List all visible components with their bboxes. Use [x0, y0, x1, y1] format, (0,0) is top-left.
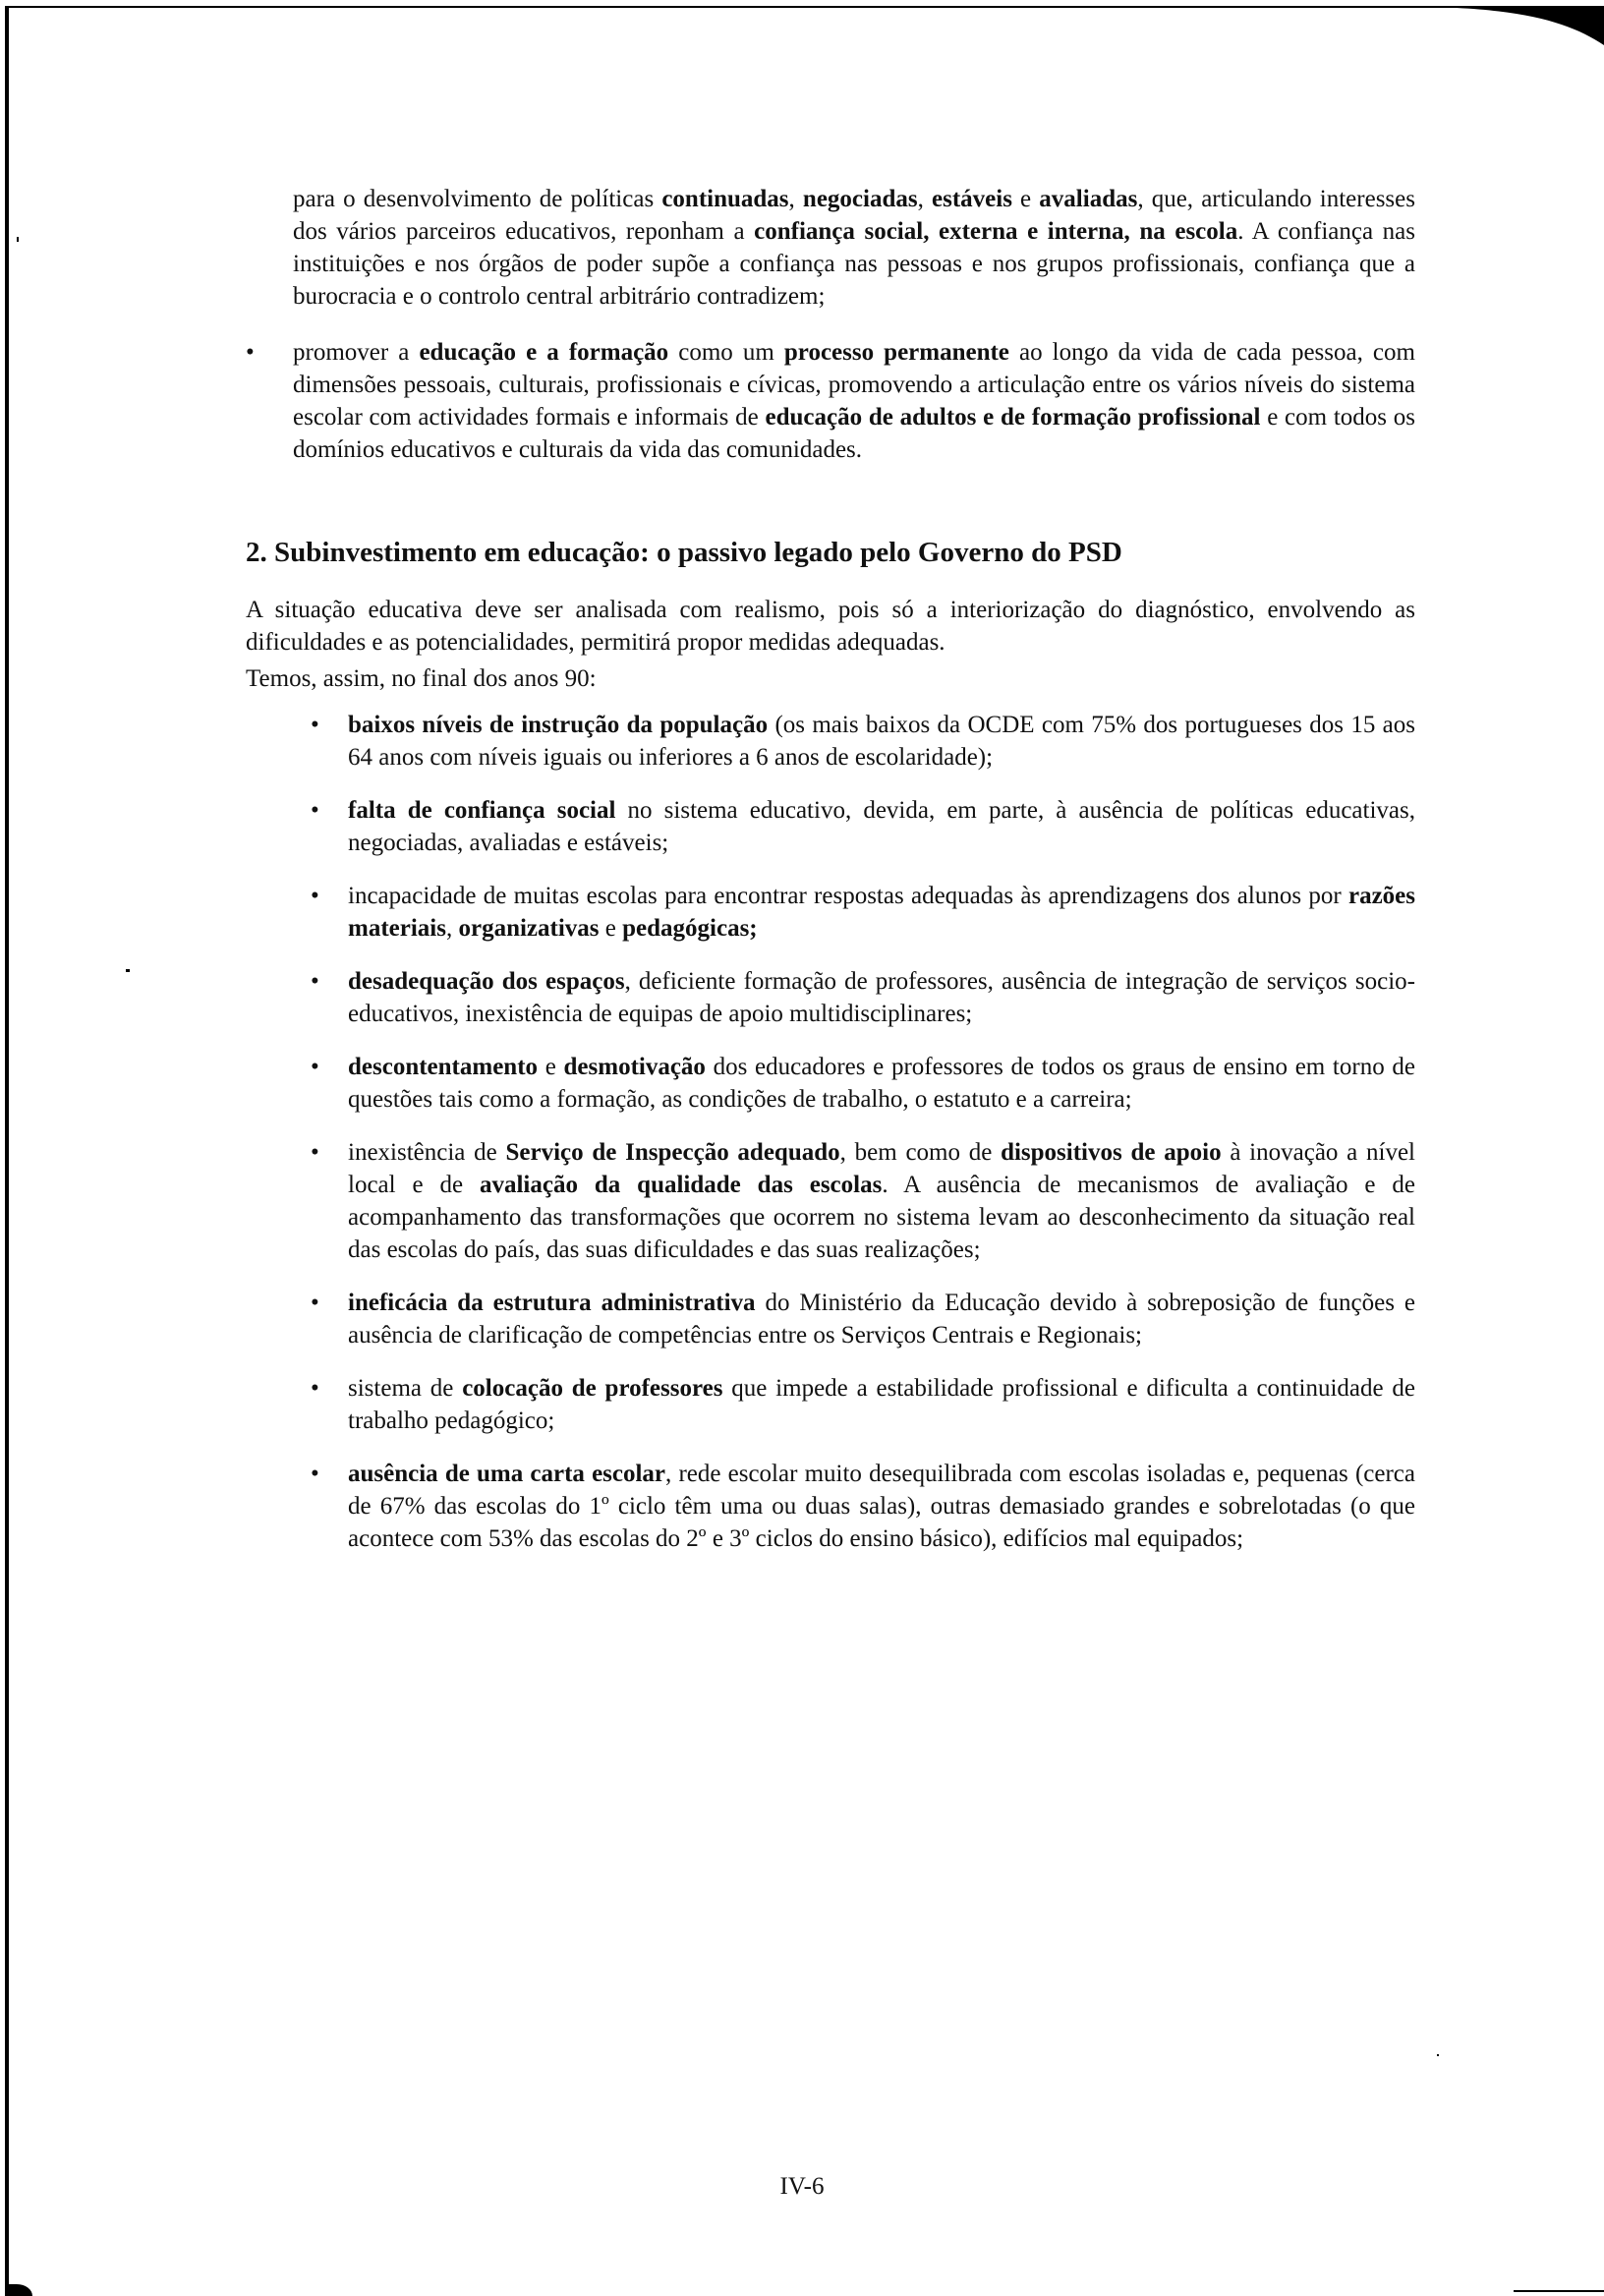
bullet-icon: •	[311, 883, 319, 909]
scan-edge-top	[5, 6, 1597, 8]
scan-speck	[1437, 2054, 1439, 2056]
scan-edge-bottom-right	[1514, 2290, 1604, 2292]
bullet-icon: •	[311, 968, 319, 995]
section-intro-2: Temos, assim, no final dos anos 90:	[246, 665, 597, 692]
list-item-text: baixos níveis de instrução da população (os mais baixos da OCDE com 75% dos portugueses dos 15 aos 64 anos com níveis iguais ou inferiores a 6 anos de escolaridade);	[348, 712, 1416, 771]
list-item-text: ausência de uma carta escolar, rede escolar muito desequilibrada com escolas isoladas e, pequenas (cerca de 67% das escolas do 1º ciclo têm uma ou duas salas), outras demasiado grandes e sobrelotadas (o que acontece com 53% das escolas do 2º e 3º ciclos do ensino básico), edifícios mal equipados;	[348, 1461, 1415, 1552]
scan-corner-top-right	[1457, 6, 1604, 45]
bullet-icon: •	[311, 1375, 319, 1402]
list-item-text: falta de confiança social no sistema educativo, devida, em parte, à ausência de políticas educativas, negociadas, avaliadas e estáveis;	[348, 797, 1415, 856]
list-item	[311, 880, 1415, 945]
list-item	[311, 709, 1416, 774]
list-item	[311, 1458, 1415, 1555]
bullet-icon: •	[311, 1290, 319, 1316]
section-heading: 2. Subinvestimento em educação: o passivo legado pelo Governo do PSD	[246, 537, 1122, 568]
section-intro: A situação educativa deve ser analisada com realismo, pois só a interiorização do diagnóstico, envolvendo as dificuldades e as potencialidades, permitirá propor medidas adequadas.	[246, 597, 1415, 656]
scan-speck	[126, 969, 130, 972]
bullet-icon: •	[311, 797, 319, 824]
list-item	[311, 1136, 1416, 1266]
document-page	[246, 183, 1416, 1576]
page-number: IV-6	[779, 2173, 825, 2200]
list-item-text: sistema de colocação de professores que impede a estabilidade profissional e dificulta a continuidade de trabalho pedagógico;	[348, 1375, 1415, 1434]
bullet-icon: •	[311, 1461, 319, 1487]
bullet-icon: •	[246, 339, 255, 366]
list-item-text: incapacidade de muitas escolas para encontrar respostas adequadas às aprendizagens dos alunos por razões materiais, organizativas e pedagógicas;	[348, 883, 1415, 942]
bullet-item-lifelong-learning	[246, 336, 1416, 466]
bullet-icon: •	[311, 1054, 319, 1080]
scan-edge-left	[5, 8, 9, 2286]
list-item	[311, 965, 1415, 1030]
list-item	[311, 1287, 1415, 1351]
list-item	[311, 1372, 1415, 1437]
list-item	[311, 1051, 1415, 1116]
list-item-text: ineficácia da estrutura administrativa do Ministério da Educação devido à sobreposição de funções e ausência de clarificação de competências entre os Serviços Centrais e Regionais;	[348, 1290, 1415, 1349]
list-item-text: desadequação dos espaços, deficiente formação de professores, ausência de integração de serviços socio-educativos, inexistência de equipas de apoio multidisciplinares;	[348, 968, 1415, 1027]
bullet-text: promover a educação e a formação como um processo permanente ao longo da vida de cada pessoa, com dimensões pessoais, culturais, profissionais e cívicas, promovendo a articulação entre os vários níveis do sistema escolar com actividades formais e informais de educação de adultos e de formação profissional e com todos os domínios educativos e culturais da vida das comunidades.	[293, 339, 1416, 463]
diagnosis-list	[293, 709, 1415, 1555]
scan-speck	[17, 237, 19, 242]
bullet-icon: •	[311, 712, 319, 738]
list-item-text: inexistência de Serviço de Inspecção adequado, bem como de dispositivos de apoio à inovação a nível local e de avaliação da qualidade das escolas. A ausência de mecanismos de avaliação e de acompanhamento das transformações que ocorrem no sistema levam ao desconhecimento da situação real das escolas do país, das suas dificuldades e das suas realizações;	[348, 1139, 1416, 1263]
list-item	[311, 794, 1415, 859]
list-item-text: descontentamento e desmotivação dos educadores e professores de todos os graus de ensino em torno de questões tais como a formação, as condições de trabalho, o estatuto e a carreira;	[348, 1054, 1415, 1113]
intro-paragraph: para o desenvolvimento de políticas continuadas, negociadas, estáveis e avaliadas, que, articulando interesses dos vários parceiros educativos, reponham a confiança social, externa e interna, na escola. A confiança nas instituições e nos órgãos de poder supõe a confiança nas pessoas e nos grupos profissionais, confiança que a burocracia e o controlo central arbitrário contradizem;	[293, 186, 1415, 310]
scan-corner-bottom-left	[5, 2284, 32, 2296]
bullet-icon: •	[311, 1139, 319, 1166]
